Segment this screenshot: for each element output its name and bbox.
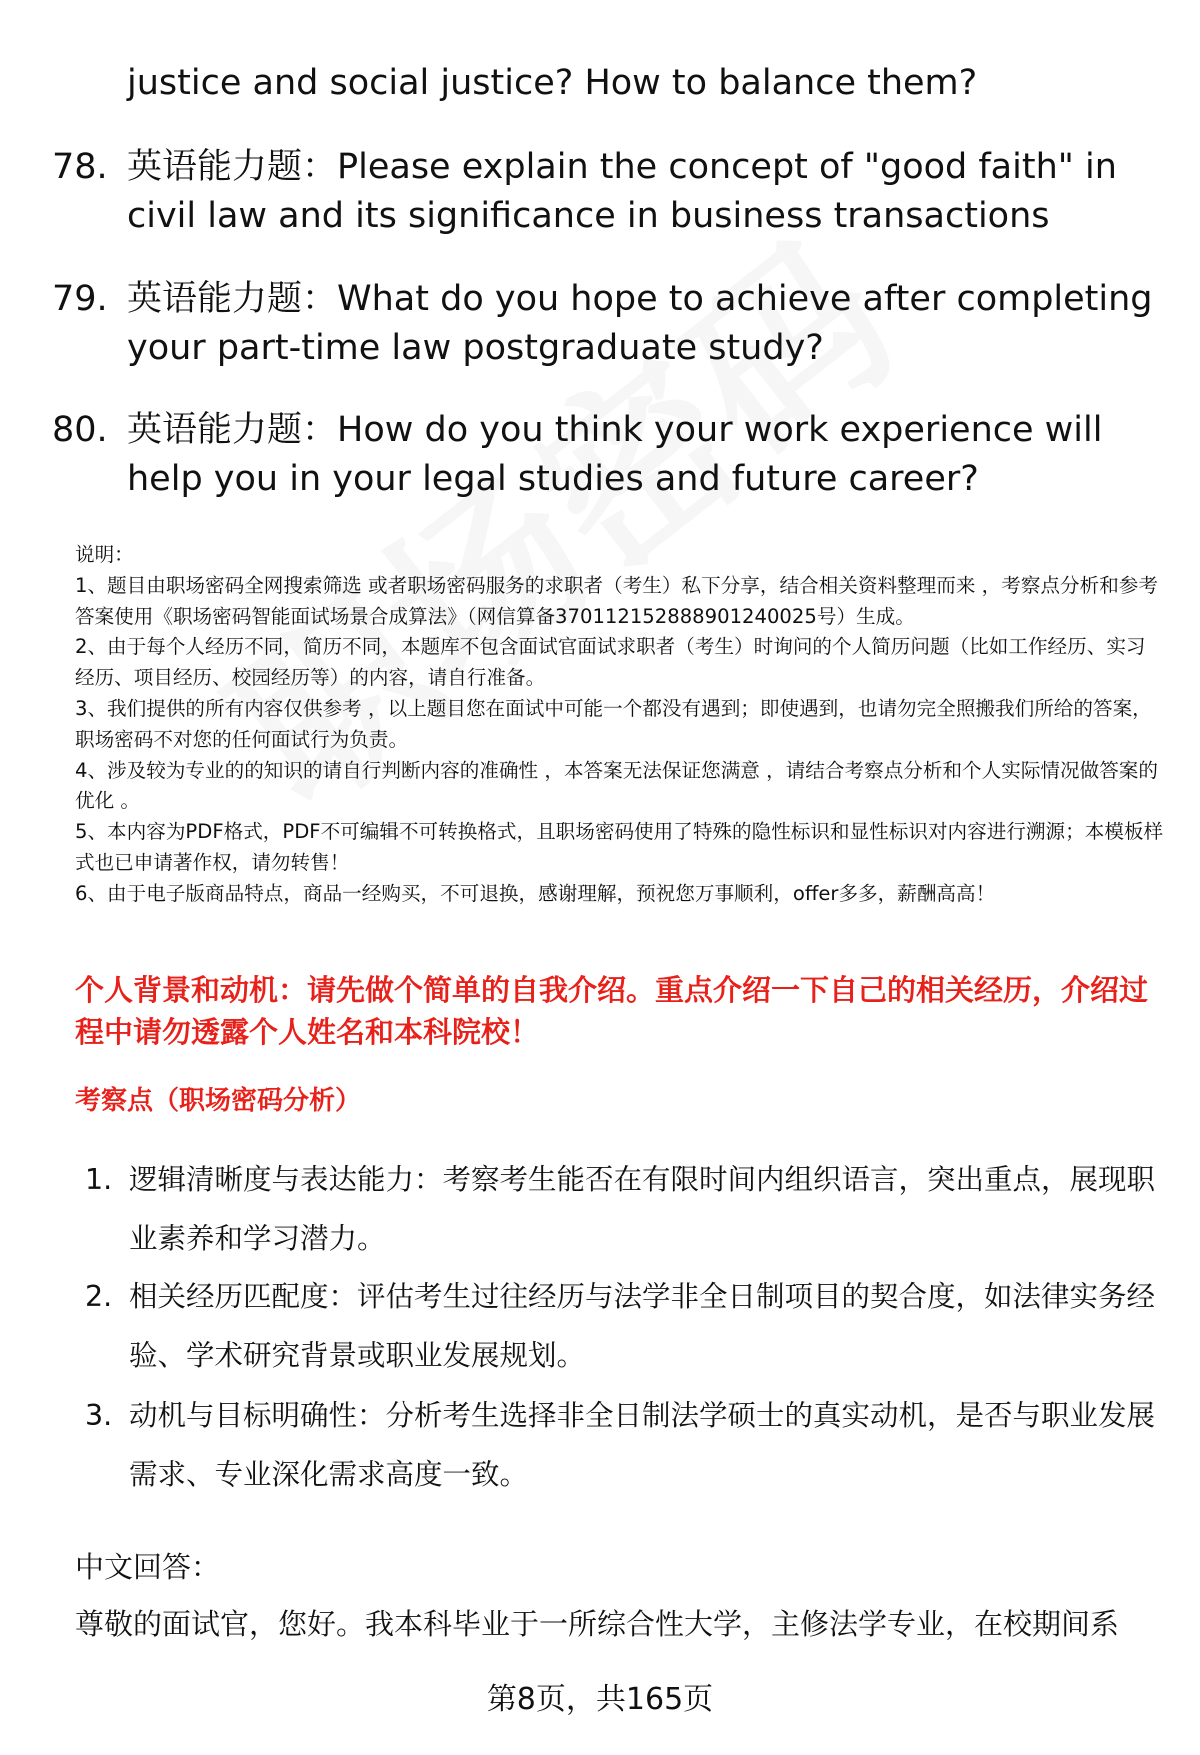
point-number: 2. xyxy=(85,1280,113,1313)
question-text: What do you hope to achieve after completing your part-time law postgraduate study? xyxy=(127,279,1153,368)
note-item: 2、由于每个人经历不同，简历不同，本题库不包含面试官面试求职者（考生）时询问的个人简历问题（比如工作经历、实习经历、项目经历、校园经历等）的内容，请自行准备。 xyxy=(75,635,1146,690)
continued-question-text: justice and social justice? How to balance them? xyxy=(127,63,978,103)
answer-label: 中文回答： xyxy=(75,1550,221,1584)
point-text: 相关经历匹配度：评估考生过往经历与法学非全日制项目的契合度，如法律实务经验、学术研究背景或职业发展规划。 xyxy=(129,1280,1156,1372)
question-number: 79. xyxy=(52,279,108,319)
note-item: 5、本内容为PDF格式，PDF不可编辑不可转换格式，且职场密码使用了特殊的隐性标识和显性标识对内容进行溯源；本模板样式也已申请著作权，请勿转售！ xyxy=(75,820,1164,874)
point-number: 1. xyxy=(85,1163,113,1196)
point-text: 逻辑清晰度与表达能力：考察考生能否在有限时间内组织语言，突出重点，展现职业素养和学习潜力。 xyxy=(129,1163,1156,1255)
notes-title: 说明： xyxy=(75,543,134,566)
question-79 xyxy=(52,275,1162,373)
page-footer: 第8页，共165页 xyxy=(486,1682,714,1717)
point-number: 3. xyxy=(85,1399,113,1432)
question-text: Please explain the concept of "good faith" in civil law and its significance in business transactions xyxy=(127,147,1117,236)
question-tag: 英语能力题： xyxy=(127,410,338,450)
analysis-point xyxy=(85,1386,1165,1504)
intro-question: 个人背景和动机：请先做个简单的自我介绍。重点介绍一下自己的相关经历，介绍过程中请勿透露个人姓名和本科院校！ xyxy=(75,973,1149,1049)
note-item: 3、我们提供的所有内容仅供参考 ，以上题目您在面试中可能一个都没有遇到；即使遇到，也请勿完全照搬我们所给的答案，职场密码不对您的任何面试行为负责。 xyxy=(75,696,1152,751)
analysis-point xyxy=(85,1267,1165,1385)
point-text: 动机与目标明确性：分析考生选择非全日制法学硕士的真实动机，是否与职业发展需求、专业深化需求高度一致。 xyxy=(129,1399,1156,1491)
question-tag: 英语能力题： xyxy=(127,279,338,319)
note-item: 4、涉及较为专业的的知识的请自行判断内容的准确性 ，本答案无法保证您满意 ，请结合考察点分析和个人实际情况做答案的优化 。 xyxy=(75,758,1158,813)
analysis-point xyxy=(85,1150,1165,1268)
question-tag: 英语能力题： xyxy=(127,147,338,187)
answer-text: 尊敬的面试官，您好。我本科毕业于一所综合性大学，主修法学专业，在校期间系 xyxy=(75,1607,1120,1641)
question-number: 80. xyxy=(52,410,108,450)
note-item: 1、题目由职场密码全网搜索筛选 或者职场密码服务的求职者（考生）私下分享，结合相关资料整理而来 ，考察点分析和参考答案使用《职场密码智能面试场景合成算法》（网信算备370112152888901240025号）生成。 xyxy=(75,573,1158,628)
question-number: 78. xyxy=(52,147,108,187)
question-text: How do you think your work experience will help you in your legal studies and future career? xyxy=(127,410,1103,499)
question-80 xyxy=(52,406,1162,504)
notes-section xyxy=(75,540,1165,910)
question-78 xyxy=(52,143,1162,241)
note-item: 6、由于电子版商品特点，商品一经购买，不可退换，感谢理解，预祝您万事顺利，offer多多，薪酬高高！ xyxy=(75,881,996,905)
analysis-title: 考察点（职场密码分析） xyxy=(75,1086,362,1116)
